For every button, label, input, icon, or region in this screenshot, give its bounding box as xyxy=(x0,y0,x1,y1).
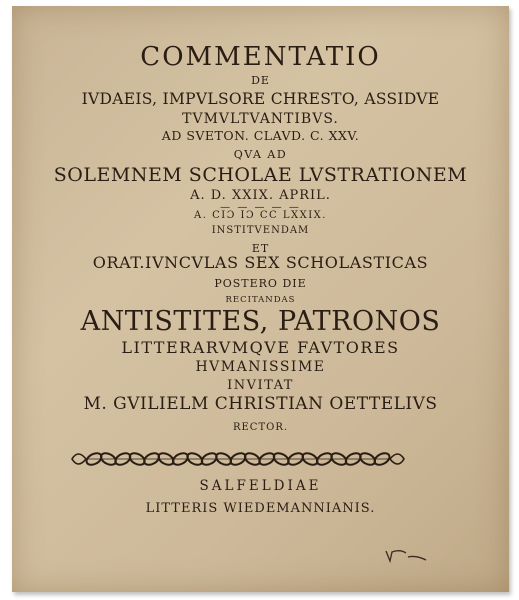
page-title: COMMENTATIO xyxy=(140,42,381,72)
year-line: A. CIƆ IƆ CC LXXIX. xyxy=(194,210,327,221)
subject-line-2: TVMVLTVANTIBVS. xyxy=(182,111,339,127)
date-underline: — — — — — xyxy=(220,202,301,213)
imprint-place: SALFELDIAE xyxy=(199,478,322,494)
de-line: DE xyxy=(251,74,270,87)
occasion-line: SOLEMNEM SCHOLAE LVSTRATIONEM xyxy=(53,164,468,186)
institvendam-line: INSTITVENDAM xyxy=(211,225,310,236)
orations-line: ORAT.IVNCVLAS SEX SCHOLASTICAS xyxy=(92,253,429,272)
imprint-printer: LITTERIS WIEDEMANNIANIS. xyxy=(145,501,376,516)
postero-die-line: POSTERO DIE xyxy=(214,277,307,290)
date-line: A. D. XXIX. APRIL. xyxy=(190,188,331,203)
document-page xyxy=(12,6,509,592)
humanissime-line: HVMANISSIME xyxy=(195,359,326,375)
source-reference: AD SVETON. CLAVD. C. XXV. xyxy=(161,128,360,143)
handwritten-mark-icon xyxy=(382,543,430,569)
subject-line-1: IVDAEIS, IMPVLSORE CHRESTO, ASSIDVE xyxy=(81,90,440,108)
patrons-line: LITTERARVMQVE FAVTORES xyxy=(121,338,400,357)
author-title: RECTOR. xyxy=(232,422,289,433)
et-line: ET xyxy=(251,242,270,255)
recitandas-line: RECITANDAS xyxy=(225,295,296,305)
ornamental-border-icon xyxy=(70,446,406,472)
addressees-line: ANTISTITES, PATRONOS xyxy=(80,306,441,337)
qva-ad-line: QVA AD xyxy=(233,148,288,161)
invitat-line: INVITAT xyxy=(227,378,294,393)
author-line: M. GVILIELM CHRISTIAN OETTELIVS xyxy=(83,394,438,414)
